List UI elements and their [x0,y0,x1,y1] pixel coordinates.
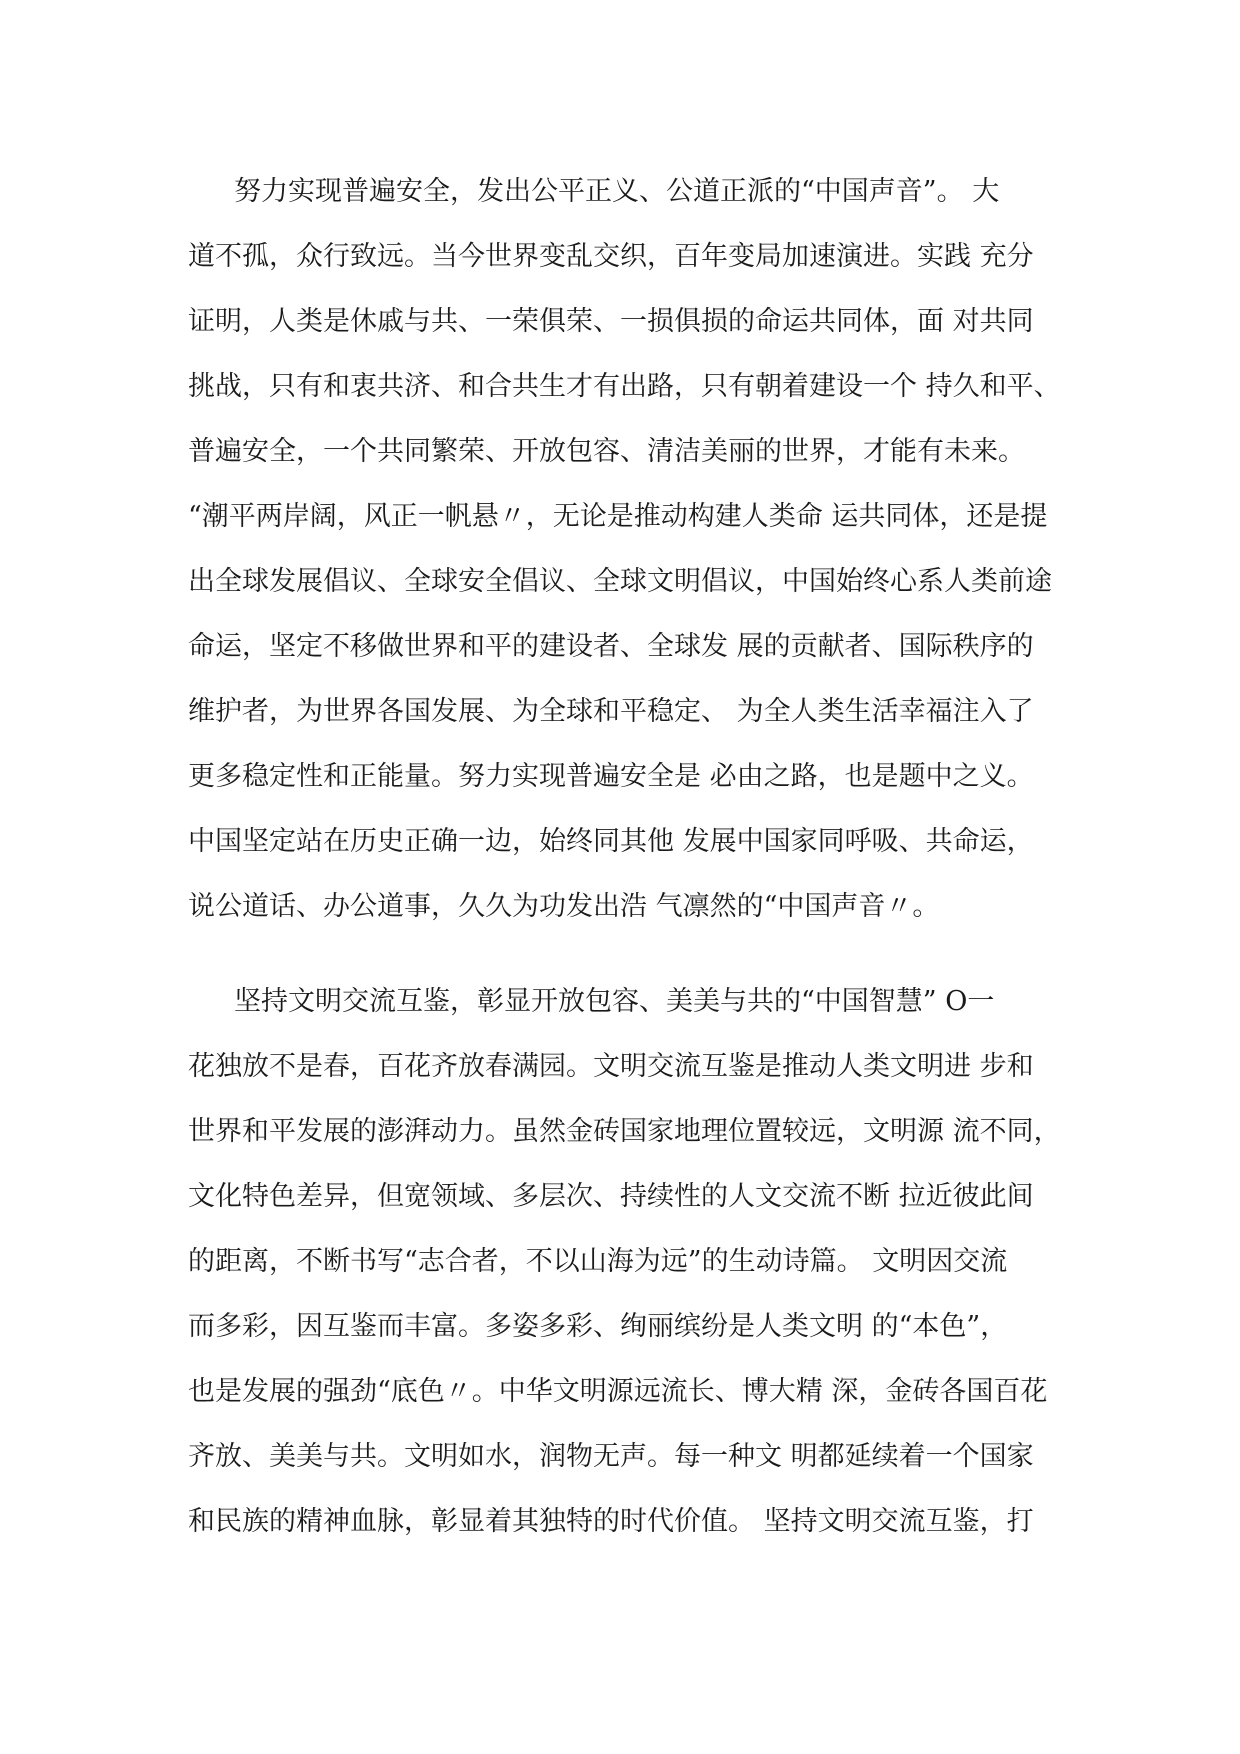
text-line: 而多彩，因互鉴而丰富。多姿多彩、绚丽缤纷是人类文明 的“本色”， [188,1311,1008,1342]
text-line: 努力实现普遍安全，发出公平正义、公道正派的“中国声音”。 大 [234,176,1000,207]
text-line: 命运，坚定不移做世界和平的建设者、全球发 展的贡献者、国际秩序的 [188,631,1034,662]
text-line: 花独放不是春，百花齐放春满园。文明交流互鉴是推动人类文明进 步和 [188,1051,1034,1082]
text-line: 的距离，不断书写“志合者，不以山海为远”的生动诗篇。 文明因交流 [188,1246,1008,1277]
paragraph-civilization-exchange [188,978,1068,1563]
text-line: 更多稳定性和正能量。努力实现普遍安全是 必由之路，也是题中之义。 [188,761,1034,792]
text-line: 文化特色差异，但宽领域、多层次、持续性的人文交流不断 拉近彼此间 [188,1181,1034,1212]
text-line: 道不孤，众行致远。当今世界变乱交织，百年变局加速演进。实践 充分 [188,241,1034,272]
text-line: 中国坚定站在历史正确一边，始终同其他 发展中国家同呼吸、共命运， [188,826,1034,857]
text-line: 也是发展的强劲“底色〃。中华文明源远流长、博大精 深，金砖各国百花 [188,1376,1048,1407]
text-line: “潮平两岸阔，风正一帆悬〃，无论是推动构建人类命 运共同体，还是提 [188,501,1048,532]
text-line: 挑战，只有和衷共济、和合共生才有出路，只有朝着建设一个 持久和平、 [188,371,1061,402]
text-line: 说公道话、办公道事，久久为功发出浩 气凛然的“中国声音〃。 [188,891,940,922]
text-line: 和民族的精神血脉，彰显着其独特的时代价值。 坚持文明交流互鉴，打 [188,1506,1034,1537]
text-line: 坚持文明交流互鉴，彰显开放包容、美美与共的“中国智慧” O一 [234,986,995,1017]
text-line: 齐放、美美与共。文明如水，润物无声。每一种文 明都延续着一个国家 [188,1441,1034,1472]
text-line: 世界和平发展的澎湃动力。虽然金砖国家地理位置较远，文明源 流不同， [188,1116,1061,1147]
text-line: 出全球发展倡议、全球安全倡议、全球文明倡议，中国始终心系人类前途 [188,566,1052,597]
text-line: 证明，人类是休戚与共、一荣俱荣、一损俱损的命运共同体，面 对共同 [188,306,1034,337]
text-line: 维护者，为世界各国发展、为全球和平稳定、 为全人类生活幸福注入了 [188,696,1034,727]
paragraph-universal-security [188,168,1068,948]
text-line: 普遍安全，一个共同繁荣、开放包容、清洁美丽的世界，才能有未来。 [188,436,1025,467]
